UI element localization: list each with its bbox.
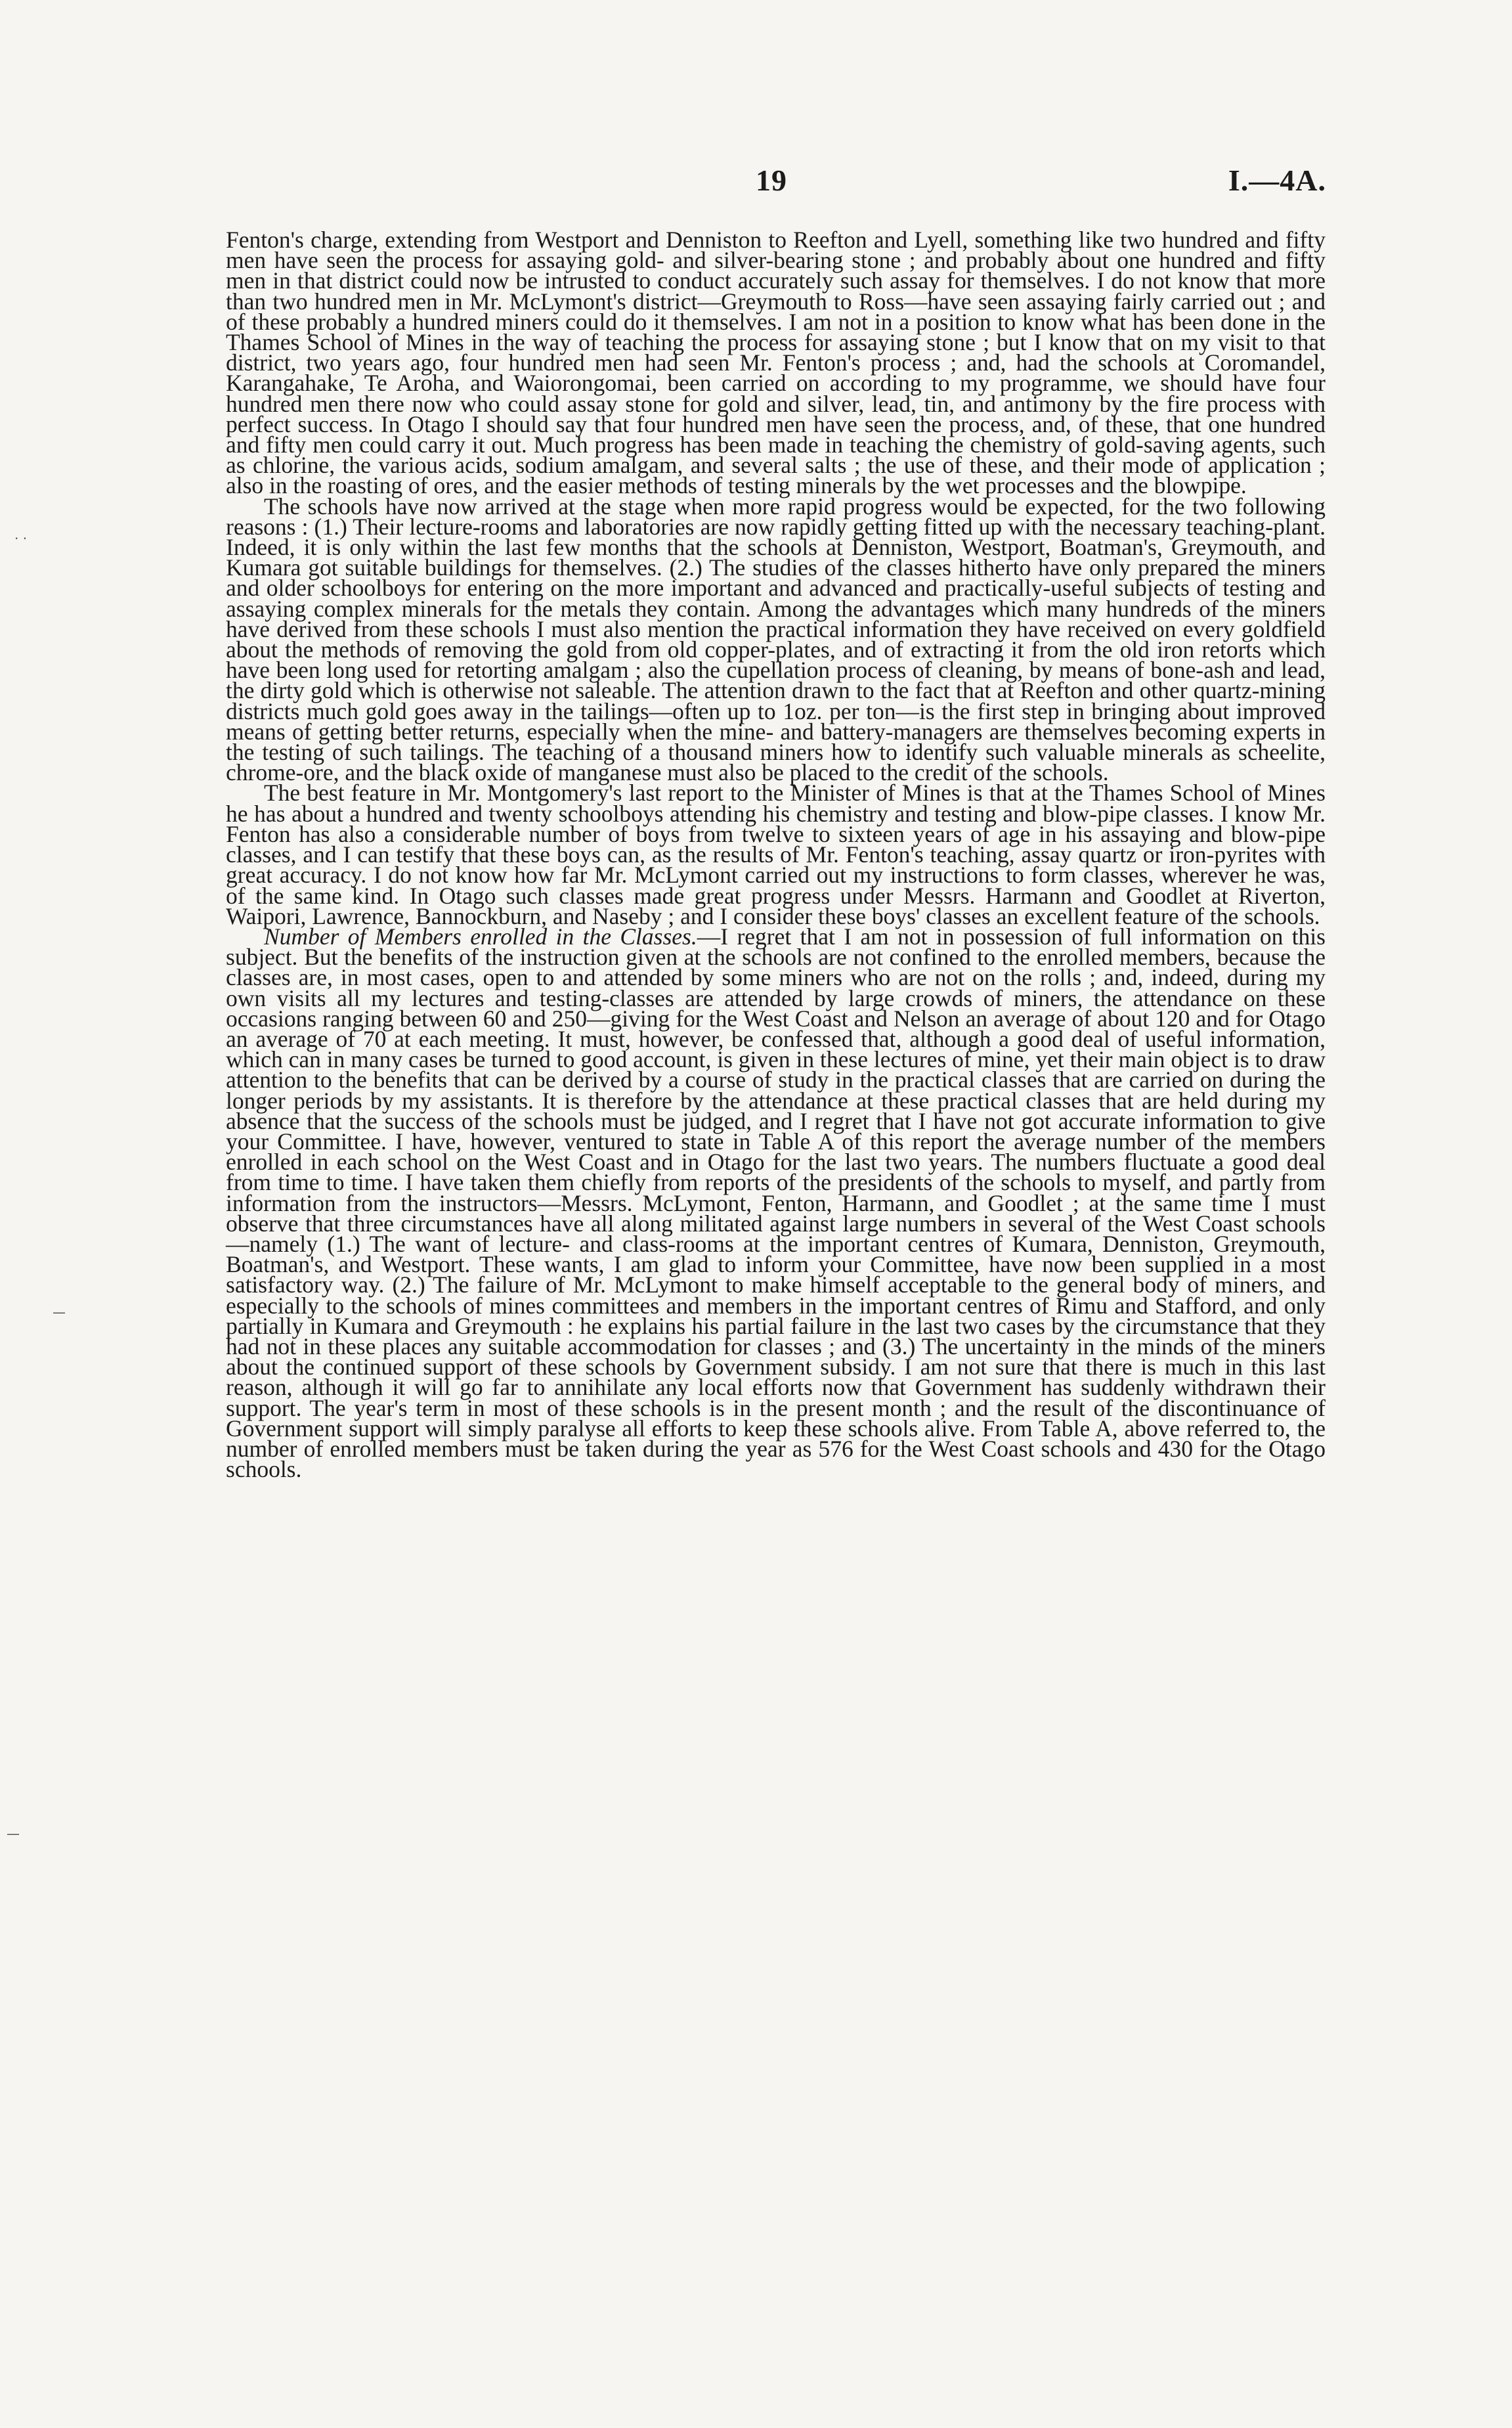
section-heading: Number of Members enrolled in the Classes. <box>264 923 697 950</box>
margin-scan-mark: — <box>53 1304 66 1320</box>
document-reference: I.—4A. <box>1228 164 1326 197</box>
document-body <box>226 227 1326 1483</box>
paragraph <box>226 923 1326 1483</box>
margin-scan-mark: — <box>7 1826 20 1842</box>
paragraph: The schools have now arrived at the stage when more rapid progress would be expected, for the two following reasons : (1.) Their lecture-rooms and laboratories are now rapidly getting fitted up with the necessary teaching-plant. Indeed, it is only within the last few months that the schools at Denniston, Westport, Boatman's, Greymouth, and Kumara got suitable buildings for themselves. (2.) The studies of the classes hitherto have only prepared the miners and older schoolboys for entering on the more important and advanced and practically-useful subjects of testing and assaying complex minerals for the metals they contain. Among the advantages which many hundreds of the miners have derived from these schools I must also mention the practical information they have received on every goldfield about the methods of removing the gold from old copper-plates, and of extracting it from the old iron retorts which have been long used for retorting amalgam ; also the cupellation process of cleaning, by means of bone-ash and lead, the dirty gold which is otherwise not saleable. The attention drawn to the fact that at Reefton and other quartz-mining districts much gold goes away in the tailings—often up to 1oz. per ton—is the first step in bringing about improved means of getting better returns, especially when the mine- and battery-managers are themselves becoming experts in the testing of such tailings. The teaching of a thousand miners how to identify such valuable minerals as scheelite, chrome-ore, and the black oxide of manganese must also be placed to the credit of the schools. <box>226 493 1326 786</box>
paragraph: Fenton's charge, extending from Westport and Denniston to Reefton and Lyell, something like two hundred and fifty men have seen the process for assaying gold- and silver-bearing stone ; and probably about one hundred and fifty men in that district could now be intrusted to conduct accurately such assay for themselves. I do not know that more than two hundred men in Mr. McLymont's district—Greymouth to Ross—have seen assaying fairly carried out ; and of these probably a hundred miners could do it themselves. I am not in a position to know what has been done in the Thames School of Mines in the way of teaching the process for assaying stone ; but I know that on my visit to that district, two years ago, four hundred men had seen Mr. Fenton's process ; and, had the schools at Coromandel, Karangahake, Te Aroha, and Waiorongomai, been carried on according to my programme, we should have four hundred men there now who could assay stone for gold and silver, lead, tin, and antimony by the fire process with perfect success. In Otago I should say that four hundred men have seen the process, and, of these, that one hundred and fifty men could carry it out. Much progress has been made in teaching the chemistry of gold-saving agents, such as chlorine, the various acids, sodium amalgam, and several salts ; the use of these, and their mode of application ; also in the roasting of ores, and the easier methods of testing minerals by the wet processes and the blowpipe. <box>226 227 1326 499</box>
paragraph: The best feature in Mr. Montgomery's last report to the Minister of Mines is that at the Thames School of Mines he has about a hundred and twenty schoolboys attending his chemistry and testing and blow-pipe classes. I know Mr. Fenton has also a considerable number of boys from twelve to sixteen years of age in his assaying and blow-pipe classes, and I can testify that these boys can, as the results of Mr. Fenton's teaching, assay quartz or iron-pyrites with great accuracy. I do not know how far Mr. McLymont carried out my instructions to form classes, wherever he was, of the same kind. In Otago such classes made great progress under Messrs. Harmann and Goodlet at Riverton, Waipori, Lawrence, Bannockburn, and Naseby ; and I consider these boys' classes an excellent feature of the schools. <box>226 780 1326 929</box>
paragraph-text: —I regret that I am not in possession of full information on this subject. But the benefits of the instruction given at the schools are not confined to the enrolled members, because the classes are, in most cases, open to and attended by some miners who are not on the rolls ; and, indeed, during my own visits all my lectures and testing-classes are attended by large crowds of miners, the attendance on these occasions ranging between 60 and 250—giving for the West Coast and Nelson an average of about 120 and for Otago an average of 70 at each meeting. It must, however, be confessed that, although a good deal of useful information, which can in many cases be turned to good account, is given in these lectures of mine, yet their main object is to draw attention to the benefits that can be derived by a course of study in the practical classes that are carried on during the longer periods by my assistants. It is therefore by the attendance at these practical classes that are held during my absence that the success of the schools must be judged, and I regret that I have not got accurate information to give your Committee. I have, however, ventured to state in Table A of this report the average number of the members enrolled in each school on the West Coast and in Otago for the last two years. The numbers fluctuate a good deal from time to time. I have taken them chiefly from reports of the presidents of the schools to myself, and partly from information from the instructors—Messrs. McLymont, Fenton, Harmann, and Goodlet ; at the same time I must observe that three circumstances have all along militated against large numbers in several of the West Coast schools—namely (1.) The want of lecture- and class-rooms at the important centres of Kumara, Denniston, Greymouth, Boatman's, and Westport. These wants, I am glad to inform your Committee, have now been supplied in a most satisfactory way. (2.) The failure of Mr. McLymont to make himself acceptable to the general body of miners, and especially to the schools of mines committees and members in the important centres of Rimu and Stafford, and only partially in Kumara and Greymouth : he explains his partial failure in the last two cases by the circumstance that they had not in these places any suitable accommodation for classes ; and (3.) The uncertainty in the minds of the miners about the continued support of these schools by Government subsidy. I am not sure that there is much in this last reason, although it will go far to annihilate any local efforts now that Government has suddenly withdrawn their support. The year's term in most of these schools is in the present month ; and the result of the discontinuance of Government support will simply paralyse all efforts to keep these schools alive. From Table A, above referred to, the number of enrolled members must be taken during the year as 576 for the West Coast schools and 430 for the Otago schools. <box>226 923 1326 1483</box>
page-number: 19 <box>756 164 787 197</box>
margin-scan-mark: · · <box>14 531 28 546</box>
page-header <box>217 163 1326 202</box>
